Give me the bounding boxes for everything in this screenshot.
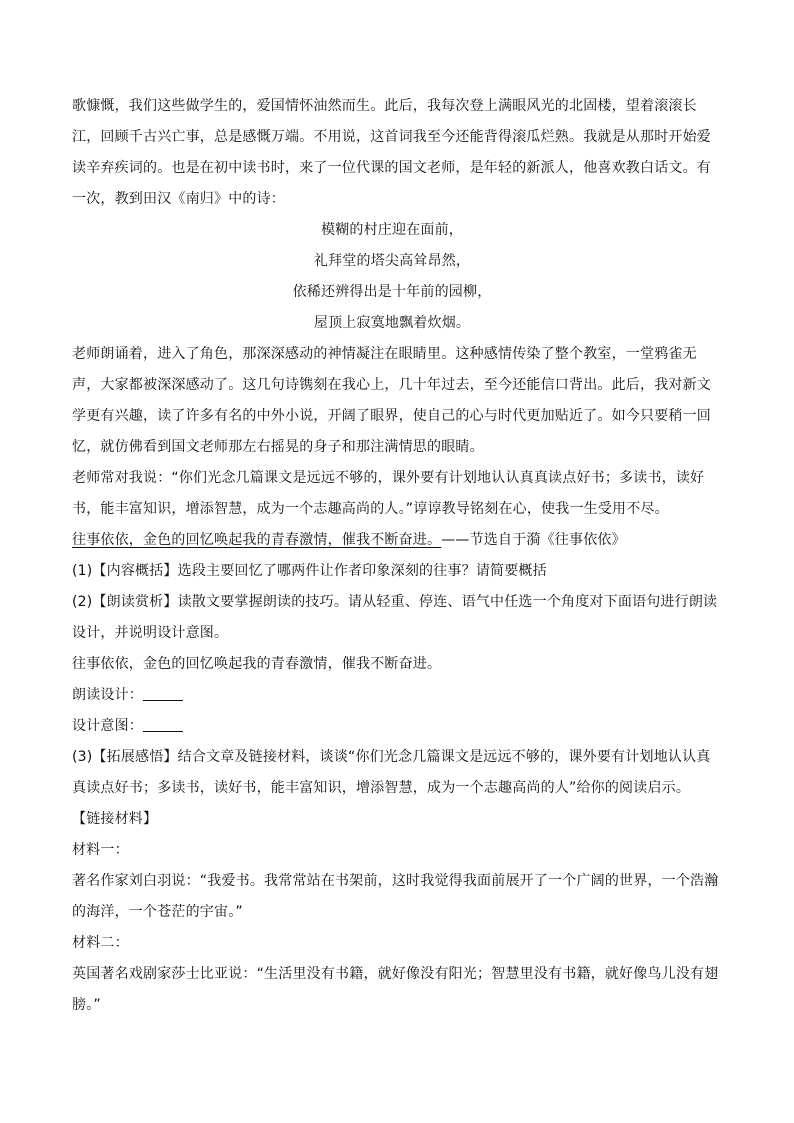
answer-blank[interactable] xyxy=(143,717,183,732)
poem-line-2: 礼拜堂的塔尖高耸昂然， xyxy=(313,253,471,269)
document-body xyxy=(72,91,722,1021)
material-1-label: 材料一： xyxy=(72,842,129,858)
question-3: (3)【拓展感悟】结合文章及链接材料，谈谈“你们光念几篇课文是远远不够的，课外要有计划地认认真真读点好书；多读书，读好书，能丰富知识，增添智慧，成为一个志趣高尚的人”给你的阅读启示。 xyxy=(72,749,711,796)
passage-paragraph-1: 歌慷慨，我们这些做学生的，爱国情怀油然而生。此后，我每次登上满眼风光的北固楼，望着滚滚长江，回顾千古兴亡事，总是感慨万端。不用说，这首词我至今还能背得滚瓜烂熟。我就是从那时开始爱读辛弃疾词的。也是在初中读书时，来了一位代课的国文老师，是年轻的新派人，他喜欢教白话文。有一次，教到田汉《南归》中的诗： xyxy=(72,98,711,207)
poem-line-1: 模糊的村庄迎在面前， xyxy=(321,222,463,238)
question-2: (2)【朗读赏析】读散文要掌握朗读的技巧。请从轻重、停连、语气中任选一个角度对下面语句进行朗读设计，并说明设计意图。 xyxy=(72,594,718,641)
material-2-text: 英国著名戏剧家莎士比亚说：“生活里没有书籍，就好像没有阳光；智慧里没有书籍，就好像鸟儿没有翅膀。” xyxy=(72,966,719,1013)
design-intent-label: 设计意图： xyxy=(72,718,143,734)
material-2-label: 材料二： xyxy=(72,935,129,951)
reading-design-line xyxy=(72,680,722,711)
underlined-sentence: 往事依依，金色的回忆唤起我的青春激情，催我不断奋进。 xyxy=(72,532,442,548)
materials-heading: 【链接材料】 xyxy=(72,811,158,827)
passage-paragraph-3: 老师常对我说：“你们光念几篇课文是远远不够的，课外要有计划地认认真真读点好书；多读书，读好书，能丰富知识，增添智慧，成为一个志趣高尚的人。”谆谆教导铭刻在心，使我一生受用不尽。 xyxy=(72,470,705,517)
poem-line-3: 依稀还辨得出是十年前的园柳， xyxy=(292,284,492,300)
passage-paragraph-2: 老师朗诵着，进入了角色，那深深感动的神情凝注在眼睛里。这种感情传染了整个教室，一堂鸦雀无声，大家都被深深感动了。这几句诗镌刻在我心上，几十年过去，至今还能信口背出。此后，我对新文学更有兴趣，读了许多有名的中外小说，开阔了眼界，使自己的心与时代更加贴近了。如今只要稍一回忆，就仿佛看到国文老师那左右摇晃的身子和那注满情思的眼睛。 xyxy=(72,346,711,455)
material-1-text: 著名作家刘白羽说：“我爱书。我常常站在书架前，这时我觉得我面前展开了一个广阔的世界，一个浩瀚的海洋，一个苍茫的宇宙。” xyxy=(72,873,719,920)
poem-block xyxy=(72,215,722,339)
question-2-sentence: 往事依依，金色的回忆唤起我的青春激情，催我不断奋进。 xyxy=(72,656,442,672)
source-citation: ——节选自于漪《往事依依》 xyxy=(441,532,626,548)
answer-blank[interactable] xyxy=(143,686,183,701)
reading-design-label: 朗读设计： xyxy=(72,687,143,703)
poem-line-4: 屋顶上寂寞地飘着炊烟。 xyxy=(313,315,471,331)
design-intent-line xyxy=(72,711,722,742)
passage-paragraph-4 xyxy=(72,525,722,556)
question-1: (1)【内容概括】选段主要回忆了哪两件让作者印象深刻的往事？请简要概括 xyxy=(72,563,547,579)
